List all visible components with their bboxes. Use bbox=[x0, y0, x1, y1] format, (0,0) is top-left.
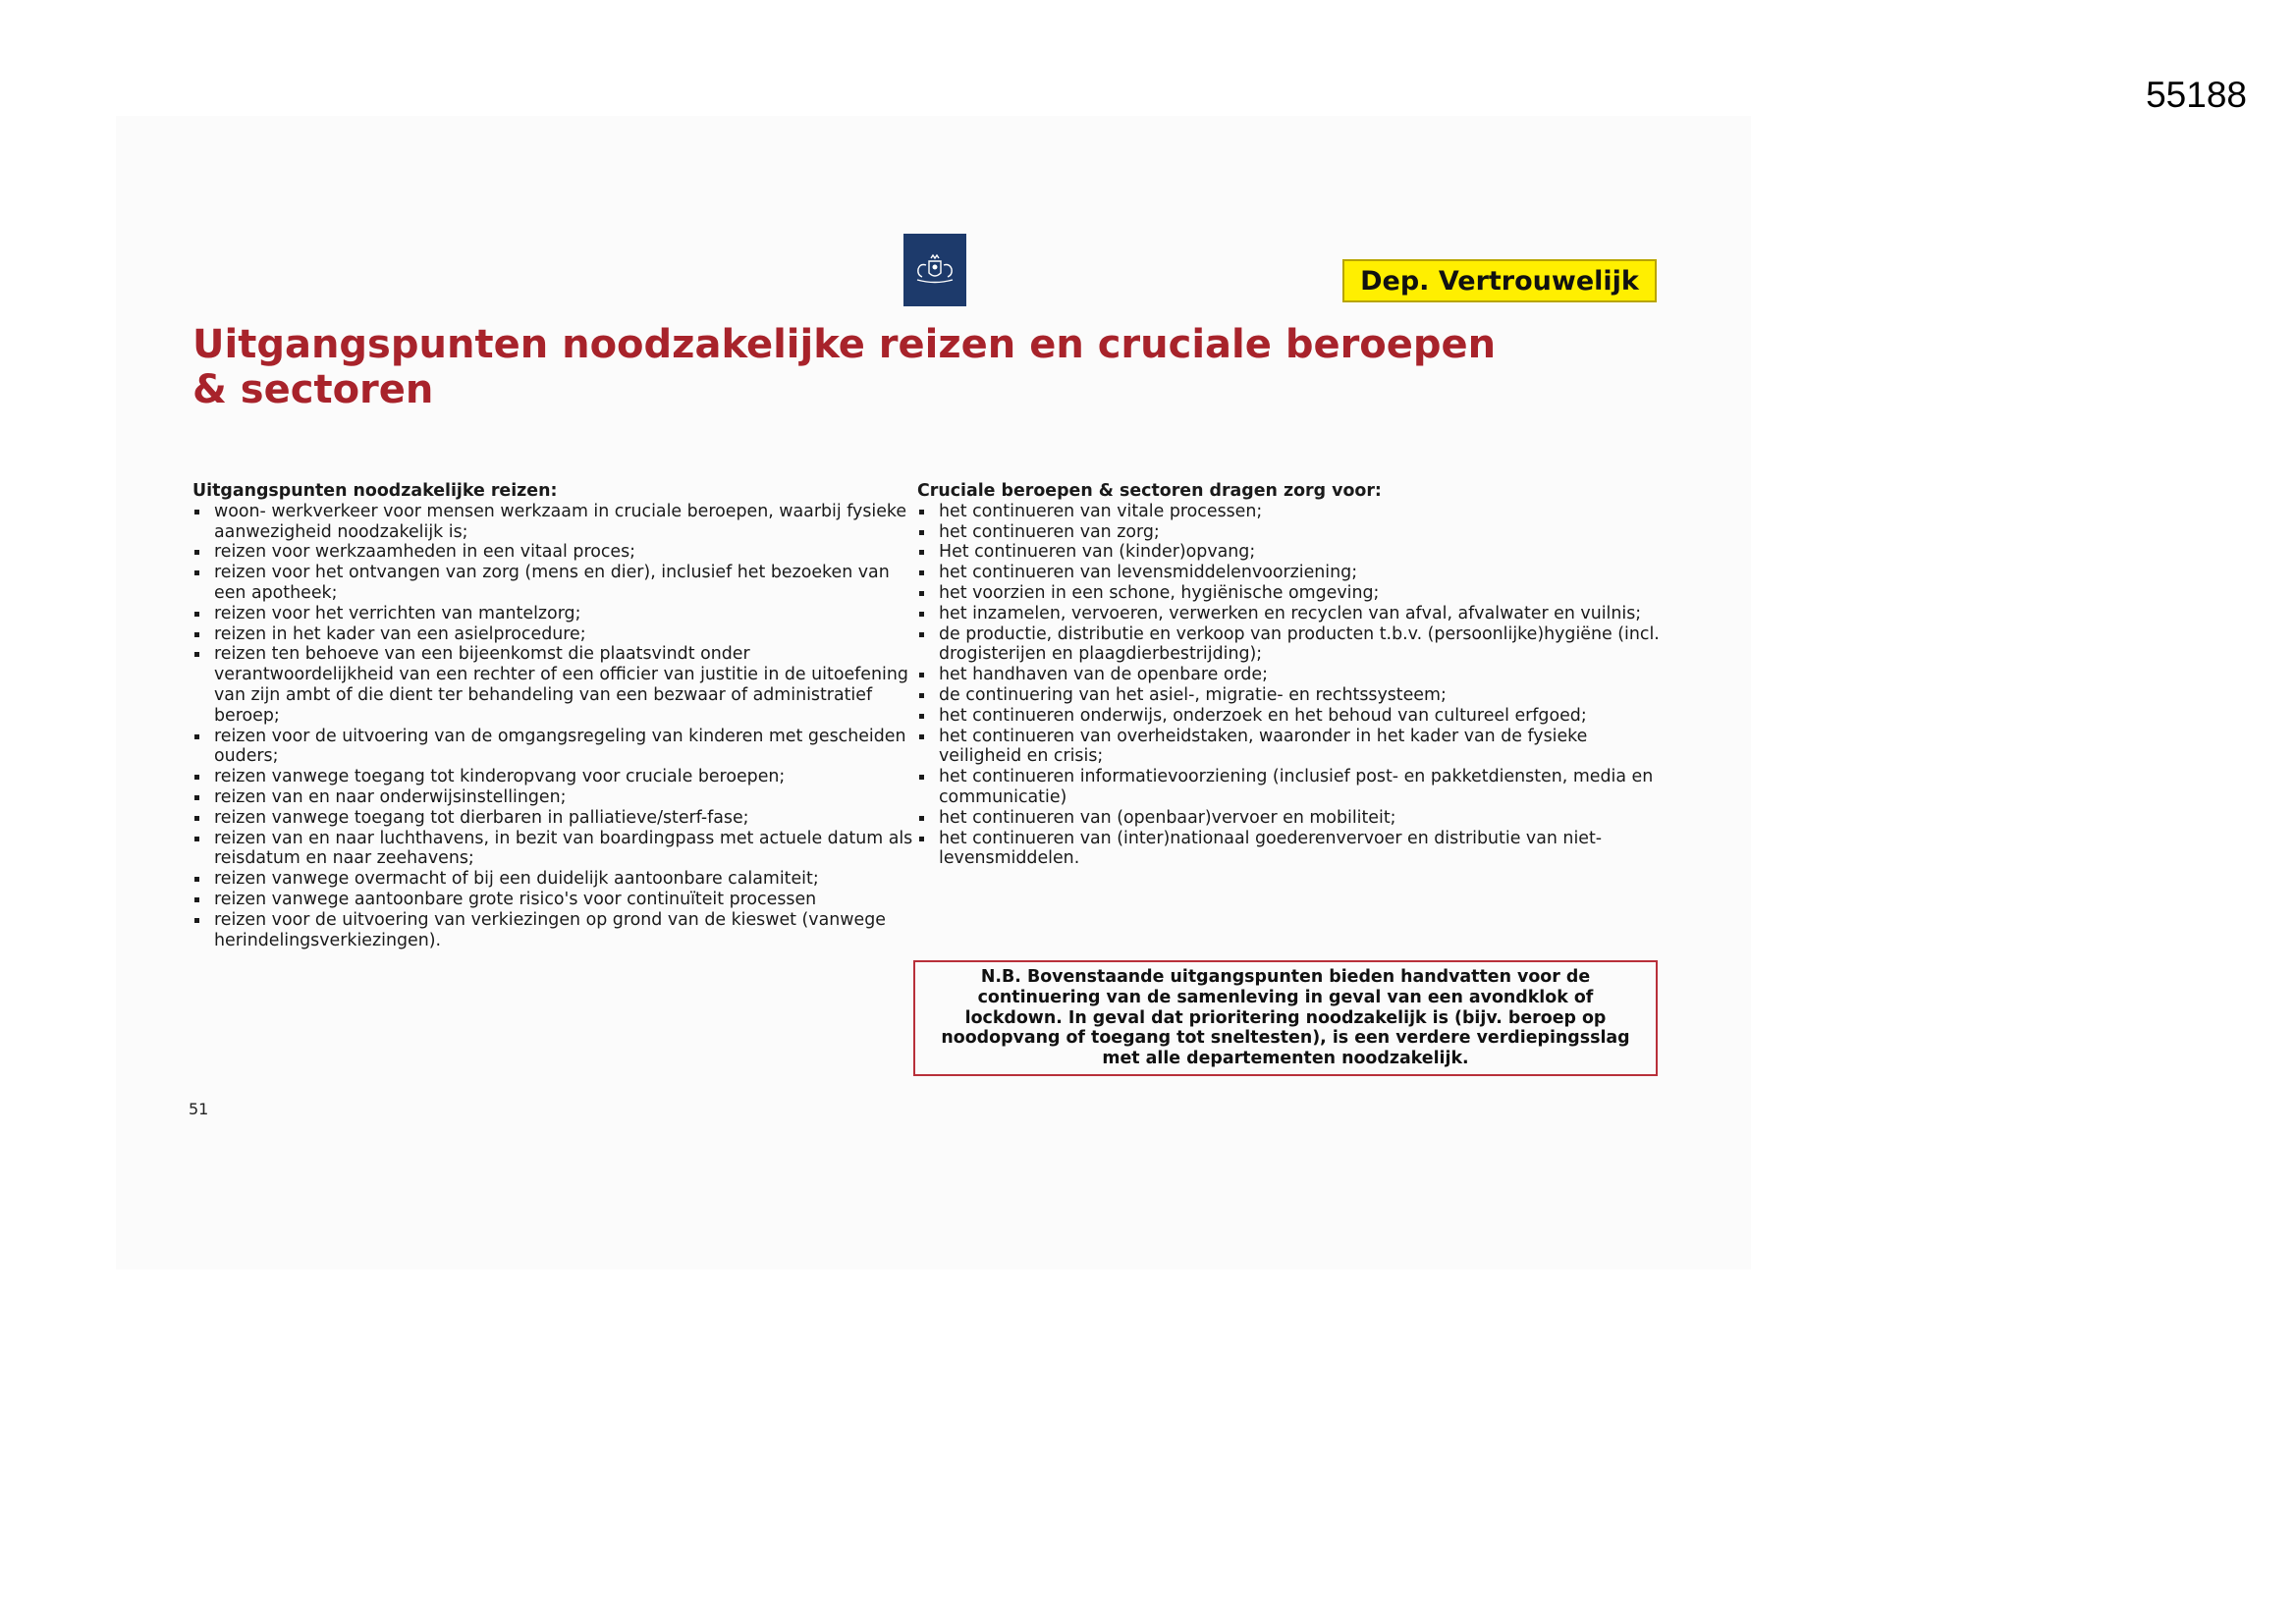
necessary-travel-list bbox=[192, 502, 919, 951]
crucial-professions-list bbox=[917, 502, 1664, 869]
page-number: 51 bbox=[189, 1100, 209, 1118]
list-item: reizen voor het ontvangen van zorg (mens en dier), inclusief het bezoeken van een apotheek; bbox=[192, 563, 919, 604]
crucial-professions-section bbox=[917, 481, 1664, 869]
rijksoverheid-coat-of-arms-icon bbox=[903, 234, 966, 306]
confidentiality-badge: Dep. Vertrouwelijk bbox=[1342, 259, 1657, 302]
list-item: het continueren van (openbaar)vervoer en mobiliteit; bbox=[917, 808, 1664, 829]
slide bbox=[116, 116, 1751, 1270]
coat-of-arms-emblem bbox=[912, 253, 957, 287]
list-item: de productie, distributie en verkoop van producten t.b.v. (persoonlijke)hygiëne (incl. drogisterijen en plaagdierbestrijding); bbox=[917, 624, 1664, 666]
list-item: reizen van en naar luchthavens, in bezit van boardingpass met actuele datum als reisdatum en naar zeehavens; bbox=[192, 829, 919, 870]
list-item: het continueren informatievoorziening (inclusief post- en pakketdiensten, media en communicatie) bbox=[917, 767, 1664, 808]
list-item: reizen in het kader van een asielprocedure; bbox=[192, 624, 919, 645]
list-item: reizen vanwege aantoonbare grote risico's voor continuïteit processen bbox=[192, 890, 919, 910]
nb-note-box bbox=[913, 960, 1658, 1076]
list-item: de continuering van het asiel-, migratie- en rechtssysteem; bbox=[917, 685, 1664, 706]
list-item: reizen van en naar onderwijsinstellingen; bbox=[192, 787, 919, 808]
list-item: reizen vanwege overmacht of bij een duidelijk aantoonbare calamiteit; bbox=[192, 869, 919, 890]
list-item: het continueren van vitale processen; bbox=[917, 502, 1664, 522]
crucial-professions-heading: Cruciale beroepen & sectoren dragen zorg voor: bbox=[917, 481, 1382, 501]
list-item: het handhaven van de openbare orde; bbox=[917, 665, 1664, 685]
list-item: Het continueren van (kinder)opvang; bbox=[917, 542, 1664, 563]
list-item: reizen voor werkzaamheden in een vitaal proces; bbox=[192, 542, 919, 563]
list-item: het voorzien in een schone, hygiënische omgeving; bbox=[917, 583, 1664, 604]
list-item: het continueren van zorg; bbox=[917, 522, 1664, 543]
nb-note-text: N.B. Bovenstaande uitgangspunten bieden handvatten voor de continuering van de samenleving in geval van een avondklok of lockdown. In geval dat prioritering noodzakelijk is (bijv. beroep op noodopvang of toegang tot sneltesten), is een verdere verdiepingsslag met alle departementen noodzakelijk. bbox=[941, 967, 1630, 1069]
necessary-travel-heading: Uitgangspunten noodzakelijke reizen: bbox=[192, 481, 558, 501]
list-item: het continueren van (inter)nationaal goederenvervoer en distributie van niet-levensmiddelen. bbox=[917, 829, 1664, 870]
slide-title: Uitgangspunten noodzakelijke reizen en cruciale beroepen & sectoren bbox=[192, 322, 1497, 412]
list-item: het continueren onderwijs, onderzoek en het behoud van cultureel erfgoed; bbox=[917, 706, 1664, 727]
list-item: reizen vanwege toegang tot kinderopvang voor cruciale beroepen; bbox=[192, 767, 919, 787]
list-item: woon- werkverkeer voor mensen werkzaam in cruciale beroepen, waarbij fysieke aanwezigheid noodzakelijk is; bbox=[192, 502, 919, 543]
list-item: reizen vanwege toegang tot dierbaren in palliatieve/sterf-fase; bbox=[192, 808, 919, 829]
list-item: het continueren van overheidstaken, waaronder in het kader van de fysieke veiligheid en crisis; bbox=[917, 727, 1664, 768]
list-item: reizen voor de uitvoering van de omgangsregeling van kinderen met gescheiden ouders; bbox=[192, 727, 919, 768]
list-item: het continueren van levensmiddelenvoorziening; bbox=[917, 563, 1664, 583]
list-item: reizen voor de uitvoering van verkiezingen op grond van de kieswet (vanwege herindelingsverkiezingen). bbox=[192, 910, 919, 951]
necessary-travel-section bbox=[192, 481, 919, 950]
list-item: reizen ten behoeve van een bijeenkomst die plaatsvindt onder verantwoordelijkheid van een rechter of een officier van justitie in de uitoefening van zijn ambt of die dient ter behandeling van een bezwaar of administratief beroep; bbox=[192, 644, 919, 726]
list-item: reizen voor het verrichten van mantelzorg; bbox=[192, 604, 919, 624]
list-item: het inzamelen, vervoeren, verwerken en recyclen van afval, afvalwater en vuilnis; bbox=[917, 604, 1664, 624]
document-number: 55188 bbox=[2146, 75, 2247, 115]
